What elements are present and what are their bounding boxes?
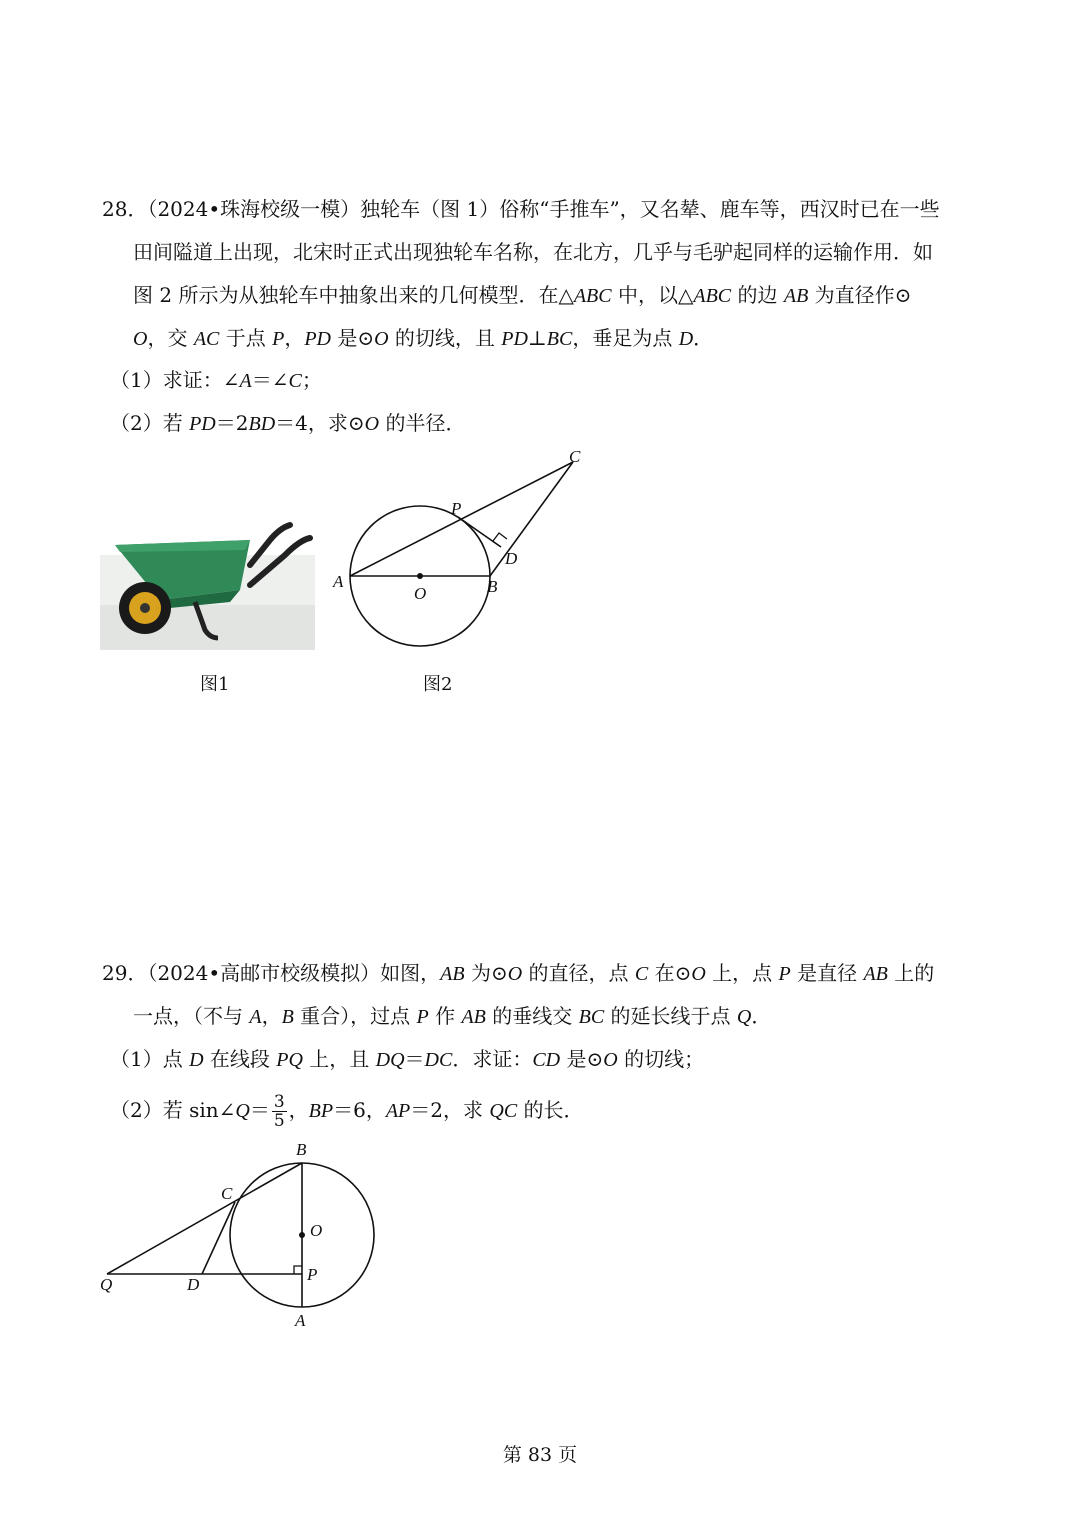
label-o: O: [414, 584, 427, 603]
q29-part-1: （1）点 D 在线段 PQ 上，且 DQ＝DC．求证：CD 是⊙O 的切线；: [110, 1047, 705, 1071]
right-angle-mark: [294, 1266, 302, 1274]
segment-bc: [490, 462, 573, 576]
center-point-o: [299, 1232, 305, 1238]
q28-line-3: 图 2 所示为从独轮车中抽象出来的几何模型．在△ABC 中，以△ABC 的边 AB 为直径作⊙: [133, 283, 912, 307]
q29-line-2: 一点，（不与 A，B 重合），过点 P 作 AB 的垂线交 BC 的延长线于点 Q．: [133, 1004, 772, 1028]
center-point-o: [417, 573, 423, 579]
label-c: C: [221, 1184, 233, 1203]
q28-line-1: 28．（2024•珠海校级一模）独轮车（图 1）俗称“手推车”，又名辇、鹿车等，西汉时已在一些: [102, 197, 940, 221]
q29-line-1: 29．（2024•高邮市校级模拟）如图，AB 为⊙O 的直径，点 C 在⊙O 上，点 P 是直径 AB 上的: [102, 961, 935, 985]
label-d: D: [505, 549, 518, 568]
q28-part-1: （1）求证：∠A＝∠C；: [110, 368, 322, 392]
figure-1-caption: 图1: [200, 674, 230, 695]
label-c: C: [569, 447, 581, 466]
fraction-three-fifths: $\frac{3}{5}$: [273, 1092, 285, 1131]
label-d: D: [187, 1275, 200, 1294]
label-b: B: [487, 577, 498, 596]
page-number: 第 83 页: [502, 1444, 578, 1466]
label-p: P: [307, 1265, 318, 1284]
figure-2-caption: 图2: [423, 674, 453, 695]
segment-qb: [107, 1163, 302, 1274]
label-a: A: [333, 572, 344, 591]
figure-2-diagram: [325, 440, 595, 655]
label-a: A: [295, 1311, 306, 1330]
right-angle-mark: [493, 533, 507, 541]
figure-q29-diagram: [95, 1135, 385, 1335]
label-q: Q: [100, 1275, 113, 1294]
q28-part-2: （2）若 PD＝2BD＝4，求⊙O 的半径．: [110, 411, 466, 435]
label-p: P: [451, 499, 462, 518]
q28-line-4: O，交 AC 于点 P，PD 是⊙O 的切线，且 PD⊥BC，垂足为点 D．: [133, 326, 714, 350]
q29-part-2: （2）若 sin∠Q＝ $\frac{3}{5}$ ，BP＝6，AP＝2，求 QC 的长．: [110, 1092, 584, 1131]
segment-pd: [458, 517, 501, 547]
q28-line-2: 田间隘道上出现，北宋时正式出现独轮车名称，在北方，几乎与毛驴起同样的运输作用．如: [133, 240, 933, 264]
label-b: B: [296, 1140, 307, 1159]
wheelbarrow-image: [100, 510, 315, 650]
label-o: O: [310, 1221, 323, 1240]
